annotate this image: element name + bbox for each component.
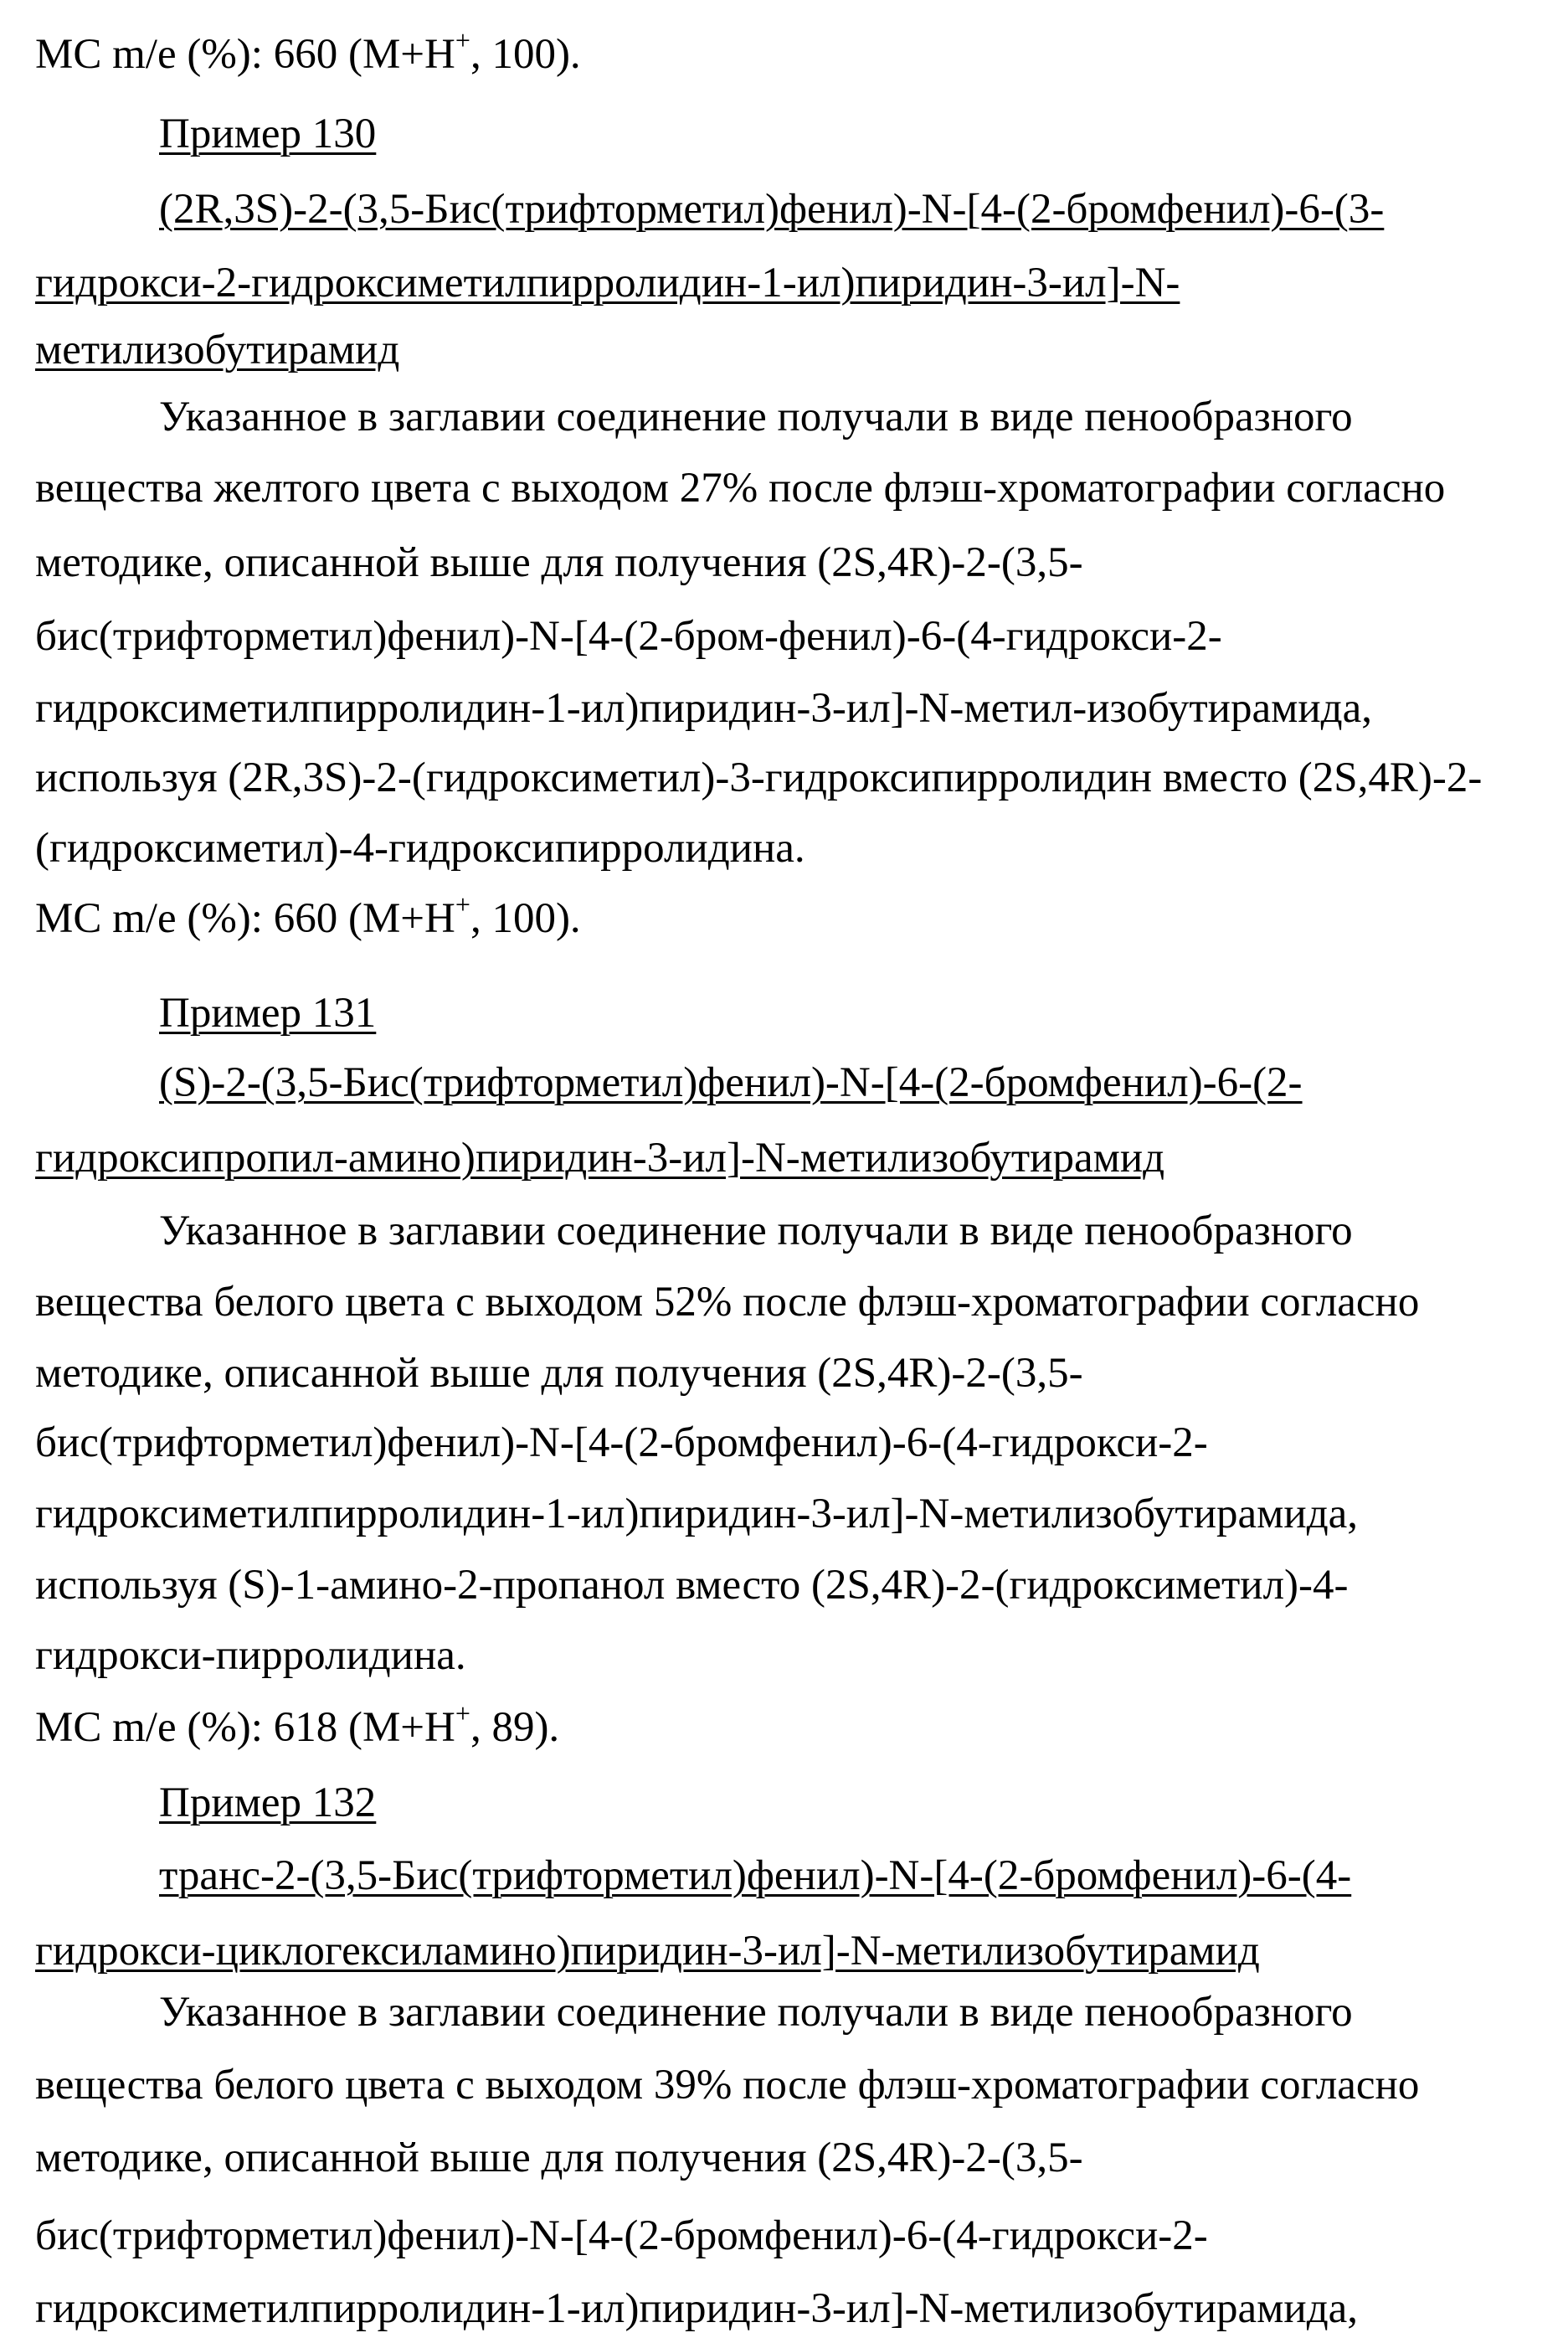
example-130-title-line: метилизобутирамид xyxy=(35,327,400,373)
example-132-body-line: вещества белого цвета с выходом 39% после флэш-хроматографии согласно xyxy=(35,2062,1420,2109)
example-131-body-line: гидроксиметилпирролидин-1-ил)пиридин-3-ил]-N-метилизобутирамида, xyxy=(35,1491,1359,1537)
example-131-title-line: гидроксипропил-амино)пиридин-3-ил]-N-метилизобутирамид xyxy=(35,1135,1165,1182)
example-131-body-line: гидрокси-пирролидина. xyxy=(35,1632,466,1679)
example-132-body-line: бис(трифторметил)фенил)-N-[4-(2-бромфенил)-6-(4-гидрокси-2- xyxy=(35,2212,1208,2259)
example-130-body-line: методике, описанной выше для получения (2S,4R)-2-(3,5- xyxy=(35,539,1083,586)
example-131-body-line: используя (S)-1-амино-2-пропанол вместо (2S,4R)-2-(гидроксиметил)-4- xyxy=(35,1562,1349,1609)
example-132-body-line: Указанное в заглавии соединение получали в виде пенообразного xyxy=(159,1989,1353,2036)
example-130-title-line: гидрокси-2-гидроксиметилпирролидин-1-ил)пиридин-3-ил]-N- xyxy=(35,260,1180,306)
example-132-body-line: гидроксиметилпирролидин-1-ил)пиридин-3-ил]-N-метилизобутирамида, xyxy=(35,2285,1359,2332)
example-131-body-line: Указанное в заглавии соединение получали в виде пенообразного xyxy=(159,1208,1353,1254)
example-130-title-line: (2R,3S)-2-(3,5-Бис(трифторметил)фенил)-N-[4-(2-бромфенил)-6-(3- xyxy=(159,186,1385,233)
example-130-body-line: используя (2R,3S)-2-(гидроксиметил)-3-гидроксипирролидин вместо (2S,4R)-2- xyxy=(35,754,1483,801)
ms-result-line: МС m/e (%): 660 (M+H+, 100). xyxy=(35,25,581,78)
example-130-heading: Пример 130 xyxy=(159,111,377,157)
example-131-body-line: бис(трифторметил)фенил)-N-[4-(2-бромфенил)-6-(4-гидрокси-2- xyxy=(35,1419,1208,1466)
example-132-title-line: гидрокси-циклогексиламино)пиридин-3-ил]-N-метилизобутирамид xyxy=(35,1928,1260,1975)
example-131-heading: Пример 131 xyxy=(159,990,377,1037)
example-132-title-line: транс-2-(3,5-Бис(трифторметил)фенил)-N-[4-(2-бромфенил)-6-(4- xyxy=(159,1852,1352,1899)
example-130-body-line: (гидроксиметил)-4-гидроксипирролидина. xyxy=(35,825,805,872)
example-131-body-line: методике, описанной выше для получения (2S,4R)-2-(3,5- xyxy=(35,1350,1083,1397)
example-130-body-line: бис(трифторметил)фенил)-N-[4-(2-бром-фенил)-6-(4-гидрокси-2- xyxy=(35,613,1222,660)
ms-result-line: МС m/e (%): 660 (M+H+, 100). xyxy=(35,889,581,942)
example-130-body-line: вещества желтого цвета с выходом 27% после флэш-хроматографии согласно xyxy=(35,465,1446,512)
example-131-title-line: (S)-2-(3,5-Бис(трифторметил)фенил)-N-[4-(2-бромфенил)-6-(2- xyxy=(159,1059,1303,1106)
example-132-body-line: методике, описанной выше для получения (2S,4R)-2-(3,5- xyxy=(35,2134,1083,2181)
example-130-body-line: гидроксиметилпирролидин-1-ил)пиридин-3-ил]-N-метил-изобутирамида, xyxy=(35,685,1373,732)
example-130-body-line: Указанное в заглавии соединение получали в виде пенообразного xyxy=(159,394,1353,440)
example-131-body-line: вещества белого цвета с выходом 52% после флэш-хроматографии согласно xyxy=(35,1279,1420,1326)
example-132-heading: Пример 132 xyxy=(159,1779,377,1826)
ms-result-line: МС m/e (%): 618 (M+H+, 89). xyxy=(35,1698,560,1751)
